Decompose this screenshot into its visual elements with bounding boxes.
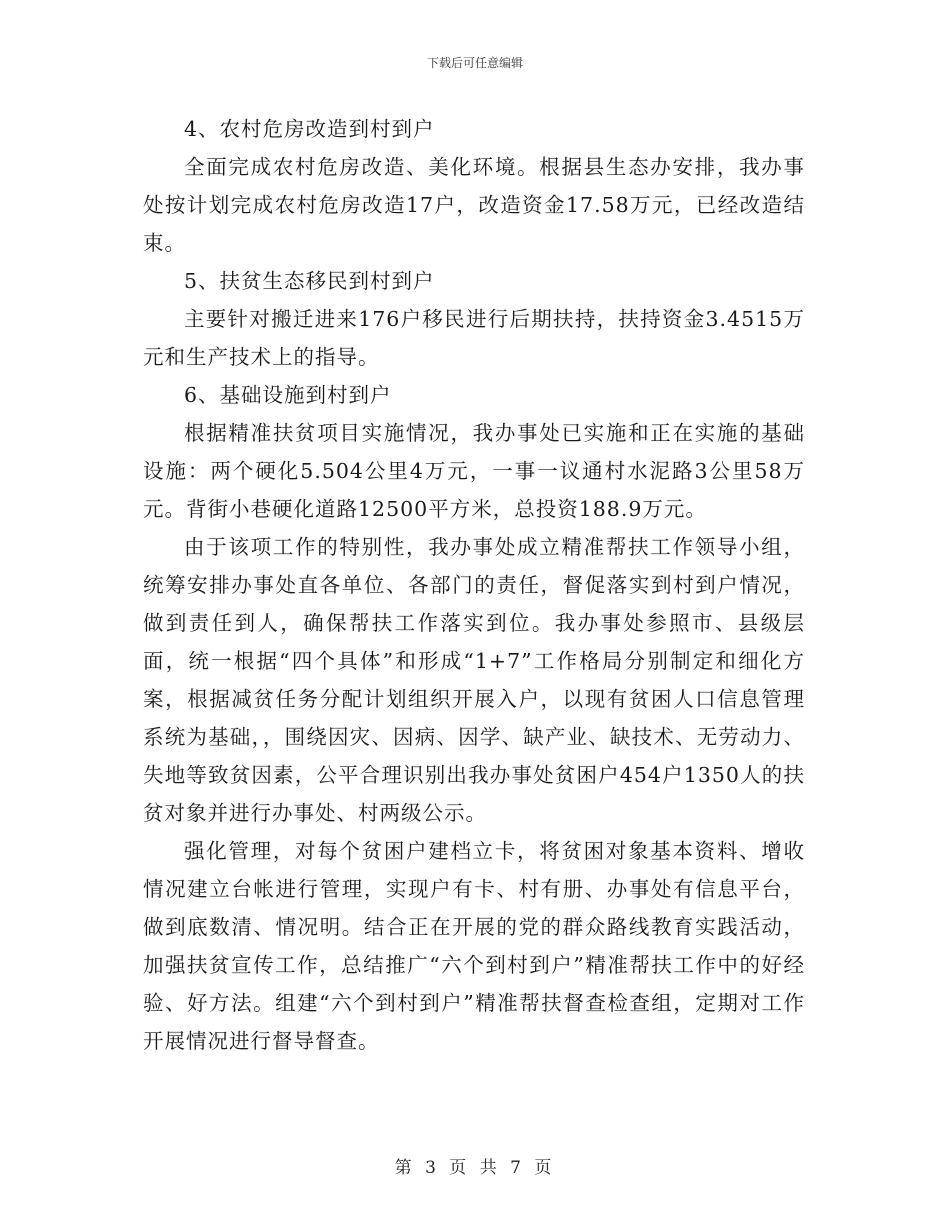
section-heading-4: 4、农村危房改造到村到户	[184, 117, 435, 141]
paragraph-migration: 主要针对搬迁进来176户移民进行后期扶持，扶持资金3.4515万元和生产技术上的指导。	[143, 307, 805, 369]
paragraph-management: 强化管理，对每个贫困户建档立卡，将贫困对象基本资料、增收情况建立台帐进行管理，实现户有卡、村有册、办事处有信息平台，做到底数清、情况明。结合正在开展的党的群众路线教育实践活动，加强扶贫宣传工作，总结推广“六个到村到户”精准帮扶工作中的好经验、好方法。组建“六个到村到户”精准帮扶督查检查组，定期对工作开展情况进行督导督查。	[143, 839, 805, 1053]
section-heading-5: 5、扶贫生态移民到村到户	[184, 269, 435, 293]
section-heading-6: 6、基础设施到村到户	[184, 383, 392, 407]
paragraph-housing-renovation: 全面完成农村危房改造、美化环境。根据县生态办安排，我办事处按计划完成农村危房改造17户，改造资金17.58万元，已经改造结束。	[143, 155, 805, 255]
paragraph-infrastructure: 根据精准扶贫项目实施情况，我办事处已实施和正在实施的基础设施：两个硬化5.504公里4万元，一事一议通村水泥路3公里58万元。背街小巷硬化道路12500平方米，总投资188.9万元。	[143, 421, 805, 521]
page-number: 第 3 页 共 7 页	[394, 1158, 556, 1178]
document-body	[143, 110, 805, 1060]
page-header-note: 下载后可任意编辑	[426, 56, 523, 70]
paragraph-leadership-group: 由于该项工作的特别性，我办事处成立精准帮扶工作领导小组，统筹安排办事处直各单位、各部门的责任，督促落实到村到户情况，做到责任到人，确保帮扶工作落实到位。我办事处参照市、县级层面，统一根据“四个具体”和形成“1+7”工作格局分别制定和细化方案，根据减贫任务分配计划组织开展入户，以现有贫困人口信息管理系统为基础，，围绕因灾、因病、因学、缺产业、缺技术、无劳动力、失地等致贫因素，公平合理识别出我办事处贫困户454户1350人的扶贫对象并进行办事处、村两级公示。	[143, 535, 805, 825]
